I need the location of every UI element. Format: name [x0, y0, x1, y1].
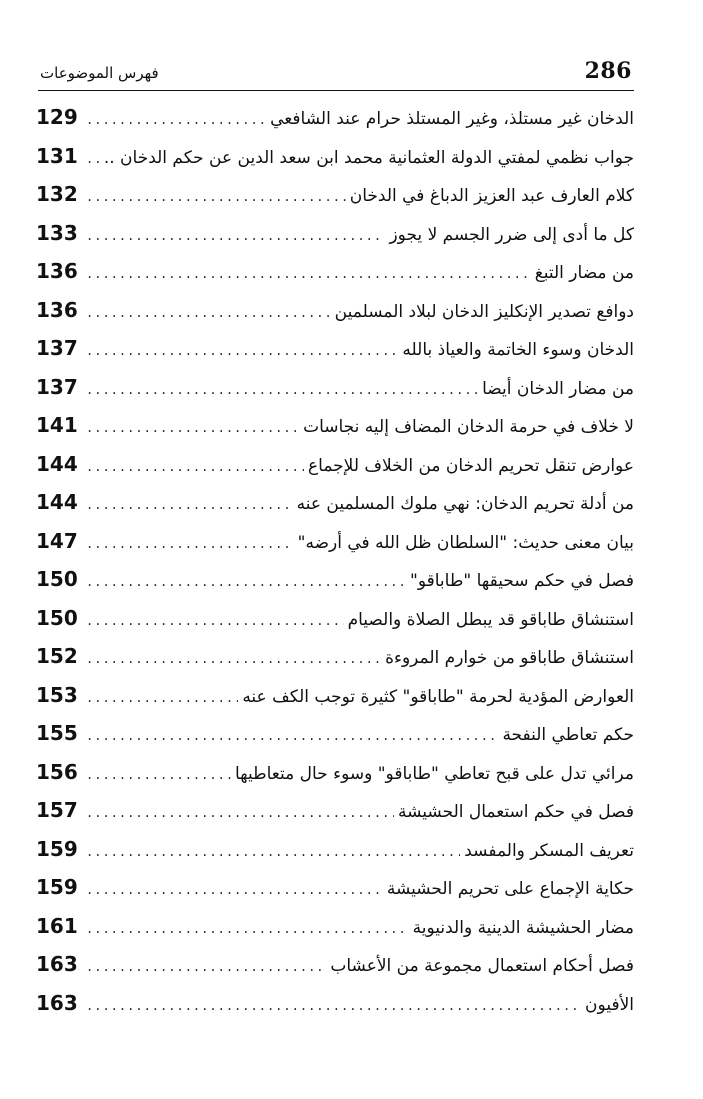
toc-entry-page: 163 [36, 990, 78, 1015]
toc-entry-page: 155 [36, 721, 78, 745]
toc-entry [36, 175, 634, 214]
toc-entry [36, 714, 634, 753]
toc-entry-title: من أدلة تحريم الدخان: نهي ملوك المسلمين عنه [296, 494, 634, 514]
dot-leader [86, 486, 293, 525]
toc-entry [36, 984, 634, 1023]
dot-leader [86, 563, 406, 602]
toc-entry [36, 291, 634, 330]
toc-entry-title: حكم تعاطي النفحة [502, 725, 634, 745]
toc-entry-title: الدخان غير مستلذ، وغير المستلذ حرام عند الشافعي [270, 109, 634, 129]
toc-entry [36, 753, 634, 792]
toc-entry-title: كل ما أدى إلى ضرر الجسم لا يجوز [389, 224, 634, 245]
dot-leader [86, 948, 326, 987]
toc-entry [36, 791, 634, 830]
dot-leader [86, 140, 100, 179]
toc-entry-title: حكاية الإجماع على تحريم الحشيشة [386, 879, 634, 899]
dot-leader [86, 794, 394, 833]
toc-entry-title: كلام العارف عبد العزيز الدباغ في الدخان [349, 186, 634, 206]
dot-leader [86, 602, 344, 641]
toc-entry-title: العوارض المؤدية لحرمة "طاباقو" كثيرة توجب الكف عنه [242, 686, 634, 707]
toc-entry-page: 156 [36, 759, 78, 784]
toc-entry-page: 152 [36, 644, 78, 668]
toc-entry-page: 157 [36, 798, 78, 822]
toc-entry [36, 907, 634, 946]
toc-entry-page: 136 [36, 297, 78, 322]
toc-entry [36, 945, 634, 984]
toc-entry [36, 483, 634, 522]
toc-entry-page: 150 [36, 605, 78, 630]
toc-entry [36, 252, 634, 291]
dot-leader [86, 910, 409, 949]
toc-entry [36, 522, 634, 561]
toc-entry-page: 131 [36, 143, 78, 168]
toc-entry-title: الأفيون [585, 994, 634, 1015]
toc-entry-title: مضار الحشيشة الدينية والدنيوية [412, 917, 634, 938]
toc-entry-page: 144 [36, 451, 78, 476]
toc-entry-title: مرائي تدل على قبح تعاطي "طاباقو" وسوء حال متعاطيها [234, 763, 634, 784]
toc-entry [36, 676, 634, 715]
dot-leader [86, 871, 383, 910]
toc-entry-title: فصل في حكم استعمال الحشيشة [398, 802, 634, 822]
table-of-contents [36, 98, 634, 1022]
running-title: فهرس الموضوعات [40, 64, 159, 82]
toc-entry-title: استنشاق طاباقو قد يبطل الصلاة والصيام [347, 609, 634, 630]
dot-leader [86, 332, 398, 371]
toc-entry-page: 150 [36, 567, 78, 591]
toc-entry-page: 153 [36, 682, 78, 707]
dot-leader [86, 756, 231, 795]
toc-entry-title: الدخان وسوء الخاتمة والعياذ بالله [402, 340, 634, 360]
dot-leader [86, 371, 478, 410]
toc-entry [36, 445, 634, 484]
dot-leader [86, 833, 460, 872]
dot-leader [86, 987, 581, 1026]
dot-leader [86, 294, 331, 333]
toc-entry [36, 214, 634, 253]
dot-leader [86, 717, 498, 756]
toc-entry [36, 599, 634, 638]
toc-entry-page: 132 [36, 182, 78, 206]
toc-entry [36, 830, 634, 869]
toc-entry-page: 144 [36, 490, 78, 514]
toc-entry-page: 129 [36, 105, 78, 129]
toc-entry-page: 137 [36, 336, 78, 360]
toc-entry [36, 137, 634, 176]
dot-leader [86, 217, 385, 256]
toc-entry-title: لا خلاف في حرمة الدخان المضاف إليه نجاسات [303, 417, 634, 437]
dot-leader [86, 178, 346, 217]
toc-entry [36, 406, 634, 445]
toc-entry-page: 161 [36, 913, 78, 938]
dot-leader [86, 525, 294, 564]
toc-entry-title: بيان معنى حديث: "السلطان ظل الله في أرضه" [297, 532, 634, 553]
toc-entry-title: فصل في حكم سحيقها "طاباقو" [410, 571, 634, 591]
toc-entry-page: 137 [36, 374, 78, 399]
toc-entry-page: 141 [36, 413, 78, 437]
toc-entry-title: جواب نظمي لمفتي الدولة العثمانية محمد ابن سعد الدين عن حكم الدخان .. [103, 147, 634, 168]
toc-entry-page: 163 [36, 952, 78, 976]
toc-entry [36, 98, 634, 137]
header-rule [38, 90, 634, 91]
toc-entry-title: فصل أحكام استعمال مجموعة من الأعشاب [330, 956, 634, 976]
toc-entry-title: استنشاق طاباقو من خوارم المروءة [385, 648, 634, 668]
toc-entry [36, 368, 634, 407]
dot-leader [86, 409, 299, 448]
toc-entry-title: عوارض تنقل تحريم الدخان من الخلاف للإجماع [308, 455, 634, 476]
dot-leader [86, 255, 531, 294]
toc-entry-title: من مضار الدخان أيضا [482, 378, 634, 399]
toc-entry-title: تعريف المسكر والمفسد [464, 840, 634, 861]
page-number: 286 [584, 58, 632, 84]
dot-leader [86, 640, 381, 679]
dot-leader [86, 679, 238, 718]
toc-entry-page: 159 [36, 836, 78, 861]
toc-entry [36, 868, 634, 907]
toc-entry [36, 560, 634, 599]
toc-entry-page: 136 [36, 259, 78, 283]
toc-entry [36, 329, 634, 368]
dot-leader [86, 101, 266, 140]
dot-leader [86, 448, 304, 487]
toc-entry-title: من مضار التبغ [534, 263, 634, 283]
toc-entry-title: دوافع تصدير الإنكليز الدخان لبلاد المسلمين [334, 301, 634, 322]
toc-entry-page: 147 [36, 528, 78, 553]
toc-entry [36, 637, 634, 676]
toc-entry-page: 133 [36, 220, 78, 245]
page-header [38, 56, 632, 90]
toc-entry-page: 159 [36, 875, 78, 899]
